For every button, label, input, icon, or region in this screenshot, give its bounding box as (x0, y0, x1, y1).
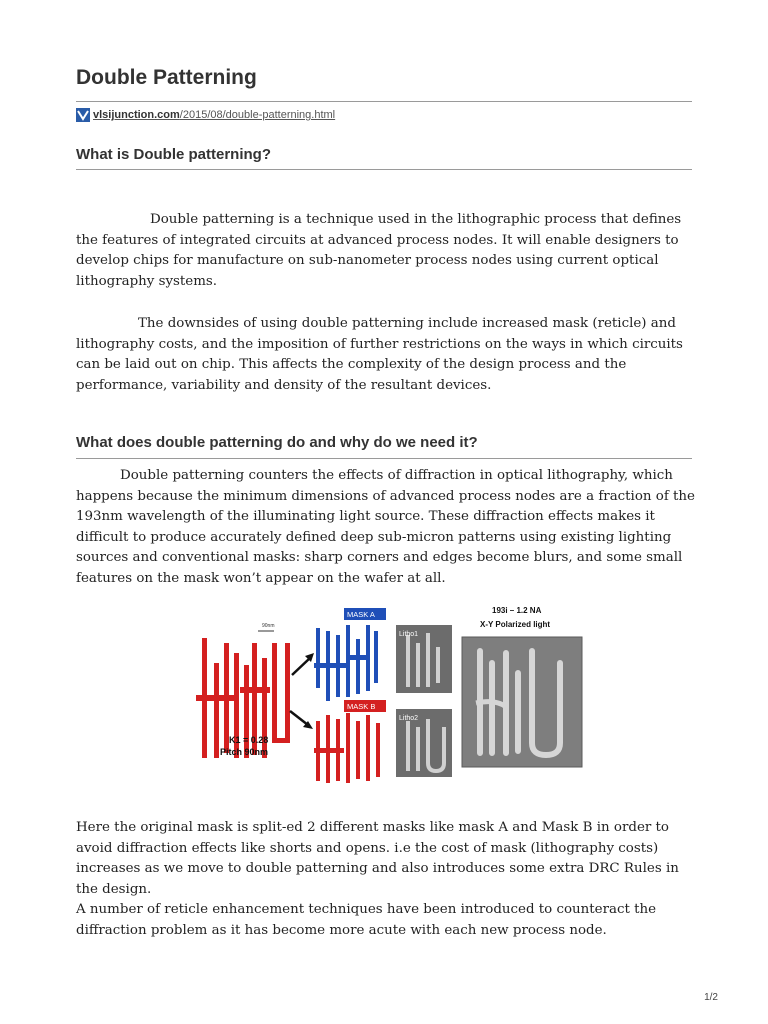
section2-divider (76, 458, 692, 459)
source-url[interactable] (76, 107, 335, 123)
mask-a-pattern (314, 625, 378, 701)
mask-a-label: MASK A (347, 610, 375, 619)
source-path: /2015/08/double-patterning.html (179, 109, 336, 121)
section2-paragraph: Double patterning counters the effects of diffraction in optical lithography, which happens because the minimum dimensions of advanced process nodes are a fraction of the 193nm wavelength of the illuminating light source. These diffraction effects makes it difficult to produce accurately defined deep sub-micron patterns using existing lighting sources and conventional masks: sharp corners and edges become blurs, and some small features on the mask won’t appear on the wafer at all. (76, 468, 695, 586)
page-number: 1/2 (704, 992, 718, 1003)
svg-text:Litho2: Litho2 (399, 715, 419, 722)
closing-paragraph-1: Here the original mask is split-ed 2 different masks like mask A and Mask B in order to avoid diffraction effects like shorts and opens. i.e the cost of mask (lithography costs) increases as we move to double patterning and also introduces some extra DRC Rules in the design. (76, 820, 679, 897)
arrow-to-mask-b-icon (290, 711, 313, 729)
section2-heading: What does double patterning do and why do we need it? (76, 434, 478, 451)
arrow-to-mask-a-icon (292, 653, 314, 675)
title-divider (76, 101, 692, 102)
section1-paragraph-2: The downsides of using double patterning include increased mask (reticle) and lithography costs, and the imposition of further restrictions on the ways in which circuits can be laid out on chip. This affects the complexity of the design process and the performance, variability and density of the resultant devices. (76, 316, 683, 393)
mask-b-pattern (314, 713, 380, 783)
section1-paragraph-1: Double patterning is a technique used in the lithographic process that defines the features of integrated circuits at advanced process nodes. It will enable designers to develop chips for manufacture on sub-nanometer process nodes using current optical lithography systems. (76, 212, 682, 289)
section1-heading: What is Double patterning? (76, 146, 271, 163)
mask-b-label: MASK B (347, 702, 376, 711)
result-sem-image (462, 637, 582, 767)
pitch-label: Pitch 90nm (220, 747, 269, 757)
source-line-1: 193i – 1.2 NA (492, 606, 542, 615)
scale-label: 90nm (262, 623, 275, 629)
svg-text:Litho1: Litho1 (399, 631, 419, 638)
litho1-sem-image (396, 625, 452, 693)
litho2-sem-image (396, 709, 452, 777)
figure-svg (196, 603, 592, 787)
site-favicon-icon (76, 108, 90, 122)
closing-paragraph-2: A number of reticle enhancement techniques have been introduced to counteract the diffraction problem as it has become more acute with each new process node. (76, 902, 657, 938)
source-link[interactable] (93, 109, 335, 121)
double-patterning-figure (196, 603, 592, 787)
source-line-2: X-Y Polarized light (480, 620, 551, 629)
source-host: vlsijunction.com (93, 109, 180, 121)
page-title: Double Patterning (76, 66, 257, 89)
section1-divider (76, 169, 692, 170)
k1-label: K1 = 0.28 (229, 735, 269, 745)
